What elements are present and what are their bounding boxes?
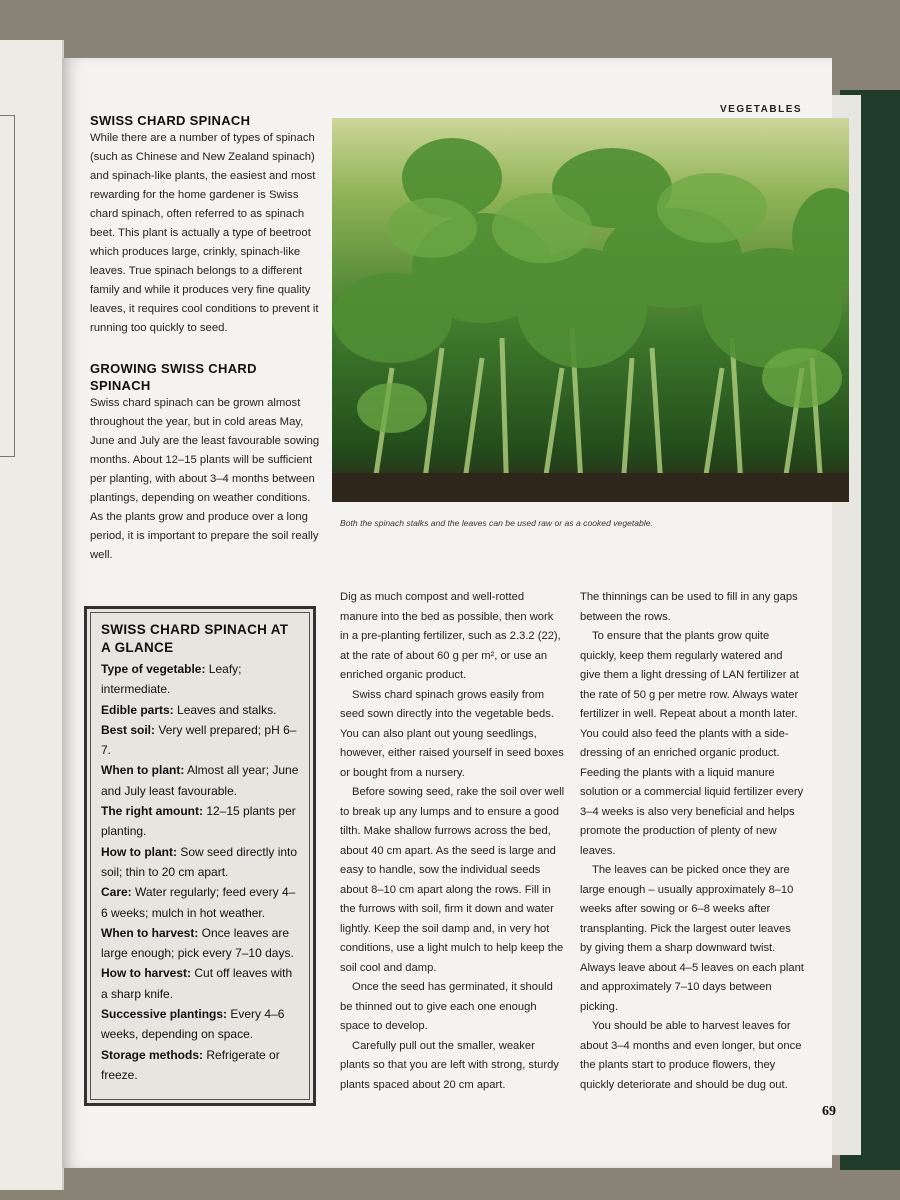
body-paragraph: Carefully pull out the smaller, weaker plants so that you are left with strong, sturdy plants spaced about 20 cm apart. [340,1039,559,1091]
glance-row [101,760,299,801]
glance-row-label: Care: [101,885,132,900]
text-column-2 [580,588,805,1095]
glance-row [101,720,299,761]
glance-row [101,700,299,720]
at-a-glance-box [84,606,316,1106]
glance-row-value: Leafy; intermediate. [101,662,242,697]
body-paragraph: Once the seed has germinated, it should be thinned out to give each one enough space to develop. [340,981,553,1032]
glance-rows [101,659,299,1085]
glance-row-value: Refrigerate or freeze. [101,1047,280,1082]
glance-row [101,963,299,1004]
body-paragraph: Swiss chard spinach grows easily from seed sown directly into the vegetable beds. You can also plant out young seedlings, however, either raised yourself in seed boxes or bought from a nursery. [340,688,564,779]
glance-row [101,659,299,700]
spinach-photo [332,118,849,502]
glance-row-value: Leaves and stalks. [173,702,277,717]
glance-row [101,801,299,842]
spinach-illustration [332,118,849,502]
body-paragraph: The leaves can be picked once they are large enough – usually approximately 8–10 weeks after sowing or 6–8 weeks after transplanting. Pick the largest outer leaves by giving them a sharp downward twist. Always leave about 4–5 leaves on each plant and approximately 7–10 days between picking. [580,864,804,1013]
glance-row-label: When to plant: [101,763,185,778]
text-column-1 [340,588,565,1095]
glance-row-label: How to harvest: [101,966,192,981]
glance-row [101,1045,299,1086]
glance-row-label: Type of vegetable: [101,662,206,676]
glance-row-value: Sow seed directly into soil; thin to 20 cm apart. [101,844,298,879]
glance-row [101,1004,299,1045]
body-paragraph: Dig as much compost and well-rotted manure into the bed as possible, then work in a pre-planting fertilizer, such as 2.3.2 (22), at the rate of about 60 g per m², or use an enriched organic product. [340,591,561,681]
glance-row-label: Successive plantings: [101,1007,228,1022]
body-paragraph: Before sowing seed, rake the soil over well to break up any lumps and to ensure a good tilth. Make shallow furrows across the bed, about 40 cm apart. As the seed is large and easy to handle, sow the individual seeds about 8–10 cm apart along the rows. Fill in the furrows with soil, firm it down and water lightly. Keep the soil damp and, in very hot conditions, use a light mulch to help keep the soil cool and damp. [340,786,565,974]
body-paragraph: The thinnings can be used to fill in any gaps between the rows. [580,591,798,623]
glance-title: SWISS CHARD SPINACH AT A GLANCE [101,622,289,655]
intro-title: SWISS CHARD SPINACH [90,113,251,128]
glance-row-value: Water regularly; feed every 4–6 weeks; mulch in hot weather. [101,885,296,920]
at-a-glance-inner [90,612,310,1100]
body-paragraph: You should be able to harvest leaves for about 3–4 months and even longer, but once the plants start to produce flowers, they quickly deteriorate and should be dug out. [580,1020,802,1091]
glance-row-value: Almost all year; June and July least favourable. [101,763,299,798]
glance-row-value: Once leaves are large enough; pick every 7–10 days. [101,925,294,961]
glance-row-label: Best soil: [101,722,156,737]
glance-row-label: How to plant: [101,844,177,859]
glance-row-value: 12–15 plants per planting. [101,804,296,839]
glance-row-label: Edible parts: [101,702,174,717]
glance-row [101,882,299,923]
intro-text: While there are a number of types of spinach (such as Chinese and New Zealand spinach) and spinach-like plants, the easiest and most rewarding for the home gardener is Swiss chard spinach, often referred to as spinach beet. This plant is actually a type of beetroot which produces large, crinkly, spinach-like leaves. True spinach belongs to a different family and while it produces very fine quality leaves, it requires cool conditions to prevent it running too quickly to seed. [90,132,319,334]
glance-row-label: Storage methods: [101,1047,204,1062]
glance-row-value: Very well prepared; pH 6–7. [101,722,297,758]
glance-row-value: Every 4–6 weeks, depending on space. [101,1007,285,1042]
glance-row [101,842,299,883]
glance-row-label: The right amount: [101,804,203,819]
left-page-edge [0,40,64,1190]
intro-section [90,112,320,587]
body-paragraph: To ensure that the plants grow quite quickly, keep them regularly watered and give them a light dressing of LAN fertilizer at the rate of 50 g per metre row. Always water fertilizer in well. Repeat about a month later. You could also feed the plants with a side-dressing of an enriched organic product. Feeding the plants with a liquid manure solution or a commercial liquid fertilizer every 3–4 weeks is also very beneficial and helps promote the production of plenty of new leaves. [580,630,804,857]
glance-row-value: Cut off leaves with a sharp knife. [101,966,293,1001]
glance-row [101,923,299,964]
book-page [62,58,836,1168]
growing-title: GROWING SWISS CHARD SPINACH [90,361,257,393]
photo-caption: Both the spinach stalks and the leaves can be used raw or as a cooked vegetable. [340,518,653,528]
glance-row-label: When to harvest: [101,925,199,940]
running-head: VEGETABLES [720,104,803,115]
left-page-box [0,115,15,457]
page-number: 69 [822,1104,836,1119]
growing-text: Swiss chard spinach can be grown almost throughout the year, but in cold areas May, June and July are the least favourable sowing months. About 12–15 plants will be sufficient per planting, with about 3–4 months between plantings, depending on weather conditions. As the plants grow and produce over a long period, it is important to prepare the soil really well. [90,397,320,561]
